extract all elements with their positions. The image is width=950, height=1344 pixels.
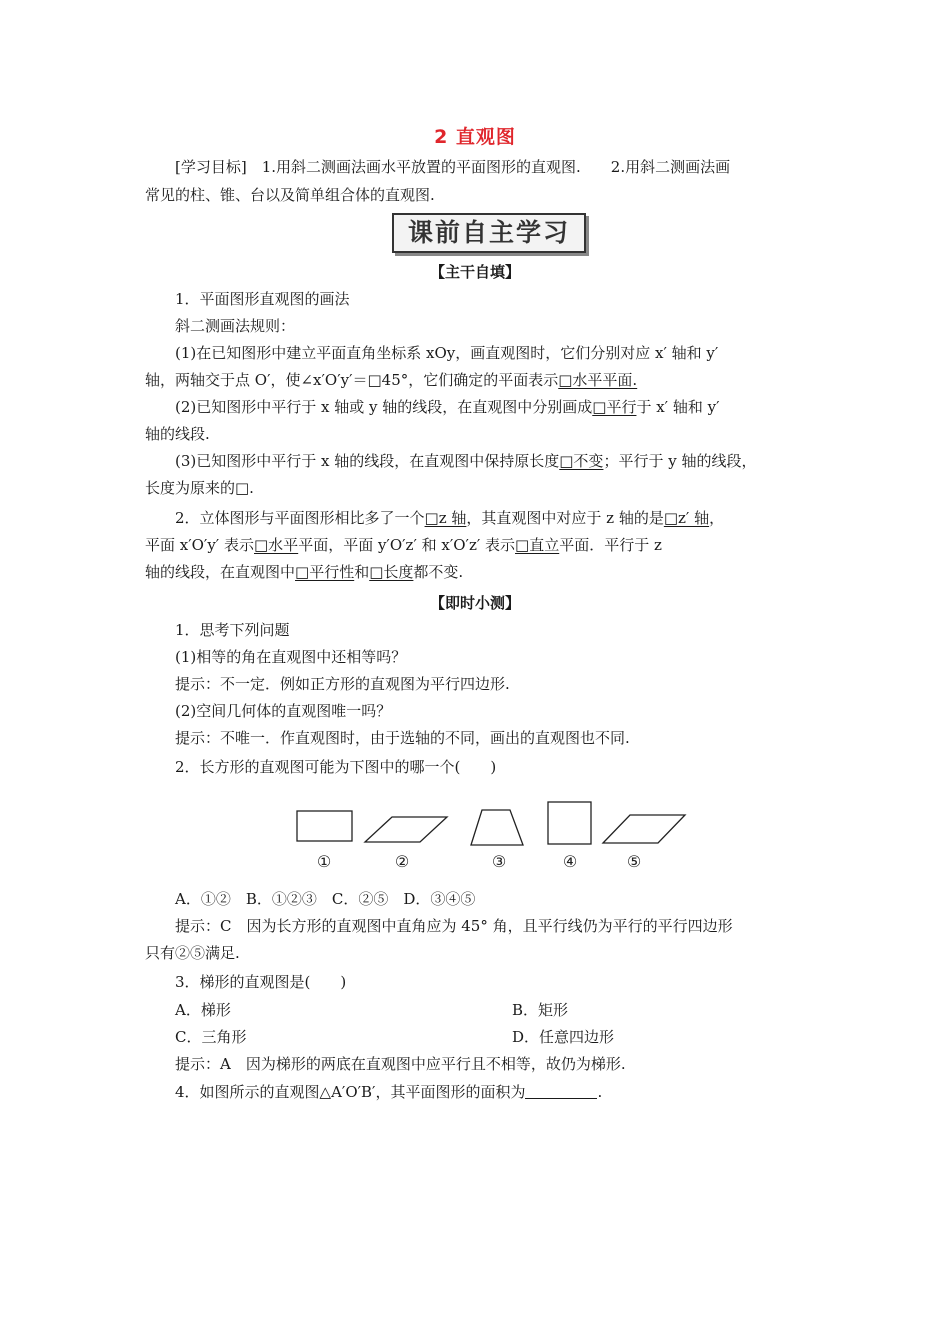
- section-banner: 课前自主学习: [392, 213, 586, 253]
- text-span: ，其直观图中对应于 z 轴的是: [466, 509, 664, 527]
- fig-label-1: ①: [316, 852, 332, 871]
- rule-2-line-1: [175, 397, 720, 417]
- text-span: 平面，平面 y′O′z′ 和 x′O′z′ 表示: [298, 536, 516, 554]
- text-span: 2．立体图形与平面图形相比多了一个: [175, 509, 425, 527]
- rule-1-line-1: (1)在已知图形中建立平面直角坐标系 xOy，画直观图时，它们分别对应 x′ 轴和 y′: [175, 344, 719, 362]
- q2-options: A．①② B．①②③ C．②⑤ D．③④⑤: [175, 890, 476, 908]
- text-span: ；平行于 y 轴的线段，: [603, 452, 757, 470]
- item-2-line-1: [175, 508, 724, 528]
- objectives-line-2: 常见的柱、锥、台以及简单组合体的直观图.: [145, 186, 435, 204]
- item-2-line-3: [145, 562, 463, 582]
- q3: 3．梯形的直观图是( ): [175, 973, 347, 991]
- fig-label-3: ③: [491, 852, 507, 871]
- page-title: 2 直观图: [434, 126, 516, 148]
- shape-rectangle: [297, 811, 352, 841]
- answer-span: □长度: [369, 563, 414, 581]
- q2-hint-line-1: 提示：C 因为长方形的直观图中直角应为 45° 角，且平行线仍为平行的平行四边形: [175, 917, 733, 935]
- answer-span: □平行性: [295, 563, 355, 581]
- rules-title: 斜二测画法规则：: [175, 317, 296, 335]
- answer-span: □直立: [515, 536, 560, 554]
- rule-3-line-1: [175, 451, 756, 471]
- heading-quick-test: 【即时小测】: [429, 594, 520, 612]
- q3-option-d: D．任意四边形: [512, 1028, 615, 1046]
- q3-option-b: B．矩形: [512, 1001, 569, 1019]
- text-span: 4．如图所示的直观图△A′O′B′，其平面图形的面积为: [175, 1083, 526, 1101]
- text-span: (3)已知图形中平行于 x 轴的线段，在直观图中保持原长度: [175, 452, 560, 470]
- item-2-line-2: [145, 535, 662, 555]
- rule-2-line-2: 轴的线段.: [145, 425, 210, 443]
- q3-option-c: C．三角形: [175, 1028, 247, 1046]
- shape-parallelogram-2: [365, 817, 447, 842]
- answer-span: □水平: [254, 536, 299, 554]
- text-span: .: [597, 1083, 603, 1101]
- shape-parallelogram-5: [603, 815, 685, 843]
- answer-span: □不变: [559, 452, 604, 470]
- q1a-hint: 提示：不一定．例如正方形的直观图为平行四边形.: [175, 675, 510, 693]
- q3-hint: 提示：A 因为梯形的两底在直观图中应平行且不相等，故仍为梯形.: [175, 1055, 626, 1073]
- fig-label-5: ⑤: [626, 852, 642, 871]
- q2-hint-line-2: 只有②⑤满足.: [145, 944, 240, 962]
- q2: 2．长方形的直观图可能为下图中的哪一个( ): [175, 758, 497, 776]
- item-1-title: 1．平面图形直观图的画法: [175, 290, 350, 308]
- text-span: 轴的线段，在直观图中: [145, 563, 296, 581]
- answer-span: □z′ 轴: [663, 509, 710, 527]
- shapes-figure: [280, 795, 700, 880]
- q1b: (2)空间几何体的直观图唯一吗？: [175, 702, 392, 720]
- text-span: 轴，两轴交于点 O′，使∠x′O′y′＝□45°，它们确定的平面表示: [145, 371, 559, 389]
- rule-3-line-2: 长度为原来的□.: [145, 479, 254, 497]
- text-span: 都不变.: [413, 563, 464, 581]
- answer-span: □水平平面.: [558, 371, 638, 389]
- text-span: 和: [354, 563, 370, 581]
- rule-1-line-2: [145, 370, 637, 390]
- q1a: (1)相等的角在直观图中还相等吗？: [175, 648, 407, 666]
- text-span: ，: [709, 509, 725, 527]
- shape-square: [548, 802, 591, 844]
- q3-option-a: A．梯形: [175, 1001, 231, 1019]
- text-span: 平面．平行于 z: [559, 536, 662, 554]
- text-span: (2)已知图形中平行于 x 轴或 y 轴的线段，在直观图中分别画成: [175, 398, 593, 416]
- q1: 1．思考下列问题: [175, 621, 290, 639]
- q1b-hint: 提示：不唯一．作直观图时，由于选轴的不同，画出的直观图也不同.: [175, 729, 630, 747]
- fig-label-4: ④: [562, 852, 578, 871]
- text-span: 平面 x′O′y′ 表示: [145, 536, 254, 554]
- answer-blank: [525, 1083, 597, 1099]
- fig-label-2: ②: [394, 852, 410, 871]
- objectives-line-1: [学习目标] 1.用斜二测画法画水平放置的平面图形的直观图. 2.用斜二测画法画: [175, 158, 731, 176]
- q4: [175, 1082, 602, 1102]
- answer-span: □平行: [592, 398, 637, 416]
- heading-main-fill: 【主干自填】: [429, 263, 520, 281]
- shape-trapezoid: [471, 810, 523, 845]
- text-span: 于 x′ 轴和 y′: [636, 398, 720, 416]
- answer-span: □z 轴: [424, 509, 467, 527]
